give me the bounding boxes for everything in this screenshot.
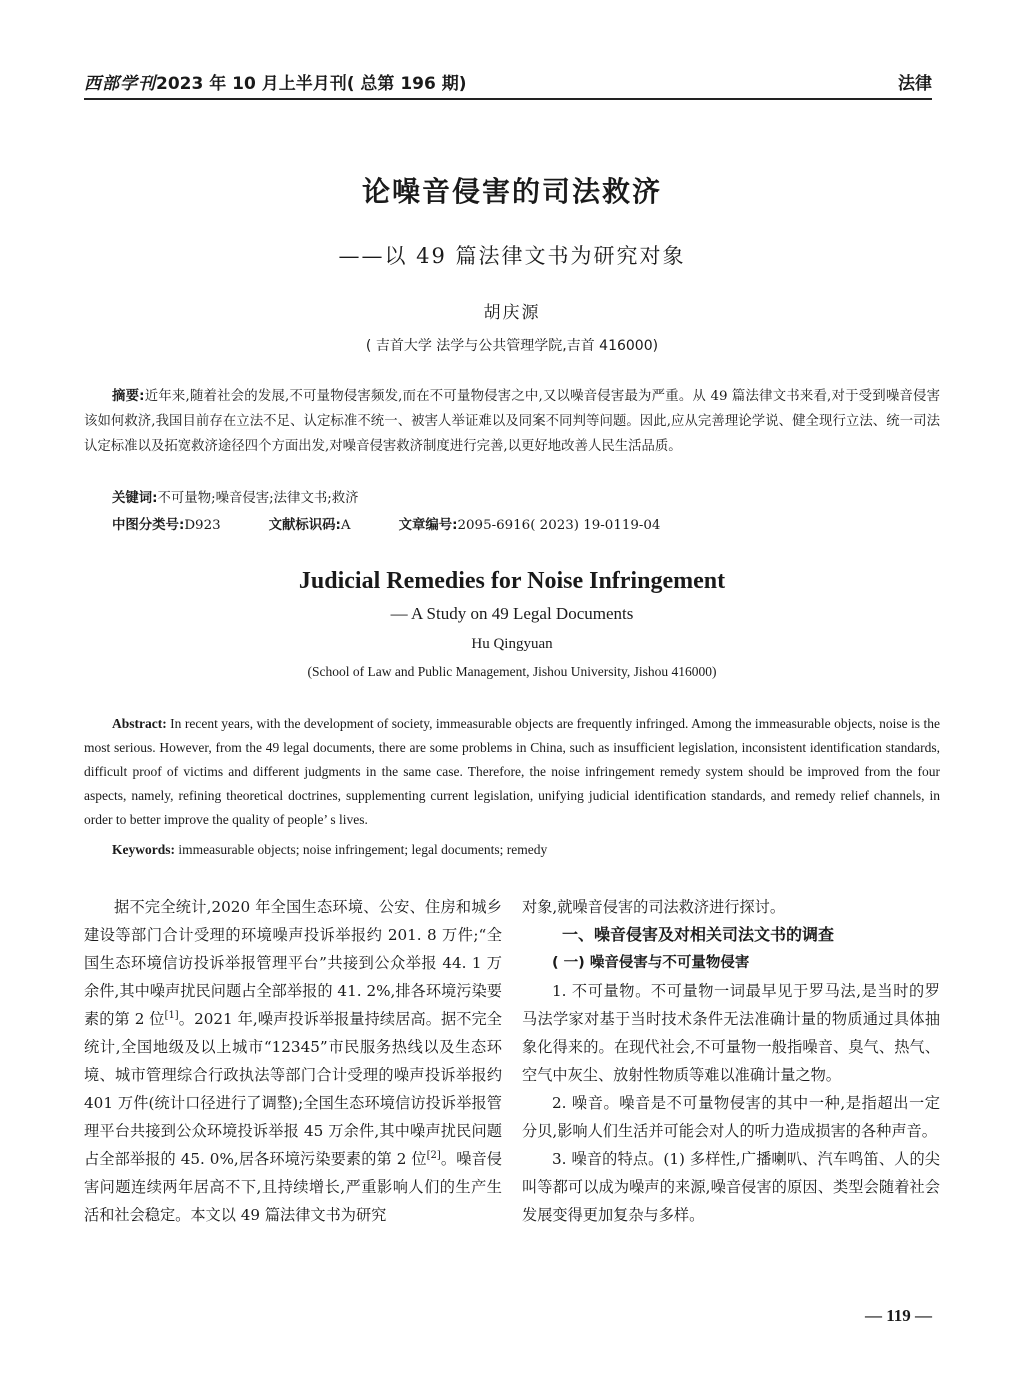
- body-column-left: [84, 893, 502, 1229]
- intro-paragraph: 据不完全统计,2020 年全国生态环境、公安、住房和城乡建设等部门合计受理的环境噪声投诉举报约 201. 8 万件;“全国生态环境信访投诉举报管理平台”共接到公众举报 44. 1 万余件,其中噪声扰民问题占全部举报的 41. 2%,排各环境污染要素的第 2 位[1]。2021 年,噪声投诉举报量持续居高。据不完全统计,全国地级及以上城市“12345”市民服务热线以及生态环境、城市管理综合行政执法等部门合计受理的噪声投诉举报约 401 万件(统计口径进行了调整);全国生态环境信访投诉举报管理平台共接到公众环境投诉举报 45 万余件,其中噪声扰民问题占全部举报的 45. 0%,居各环境污染要素的第 2 位[2]。噪音侵害问题连续两年居高不下,且持续增长,严重影响人们的生产生活和社会稳定。本文以 49 篇法律文书为研究: [84, 898, 502, 1224]
- abstract-cn-text: 近年来,随着社会的发展,不可量物侵害频发,而在不可量物侵害之中,又以噪音侵害最为严重。从 49 篇法律文书来看,对于受到噪音侵害该如何救济,我国目前存在立法不足、认定标准不统一、被害人举证难以及同案不同判等问题。因此,应从完善理论学说、健全现行立法、统一司法认定标准以及拓宽救济途径四个方面出发,对噪音侵害救济制度进行完善,以更好地改善人民生活品质。: [84, 389, 940, 454]
- keywords-cn-text: 不可量物;噪音侵害;法律文书;救济: [157, 491, 359, 506]
- article-subtitle-cn: ——以 49 篇法律文书为研究对象: [338, 244, 686, 268]
- abstract-cn-label: 摘要:: [112, 389, 145, 404]
- abstract-en: [84, 712, 940, 832]
- keywords-cn-label: 关键词:: [112, 491, 158, 506]
- classification-row: [112, 514, 932, 533]
- page-number: — 119 —: [864, 1306, 932, 1325]
- intro-continuation: 对象,就噪音侵害的司法救济进行探讨。: [522, 898, 786, 916]
- abstract-en-text: In recent years, with the development of society, immeasurable objects are frequently infringed. Among the immeasurable objects, noise is the most serious. However, from the 49 legal documents, there are some problems in China, such as insufficient legislation, inconsistent identification standards, difficult proof of victims and different judgments in the same case. Therefore, the noise infringement remedy system should be improved from the four aspects, namely, refining theoretical doctrines, supplementing current legislation, unifying judicial identification standards, and remedy relief channels, in order to better improve the quality of people’ s lives.: [84, 716, 940, 827]
- paragraph-noise: 2. 噪音。噪音是不可量物侵害的其中一种,是指超出一定分贝,影响人们生活并可能会对人的听力造成损害的各种声音。: [522, 1094, 940, 1140]
- author-en: Hu Qingyuan: [471, 636, 553, 652]
- journal-logo: 西部学刊: [84, 74, 156, 94]
- keywords-cn: [112, 487, 359, 506]
- abstract-cn: [84, 384, 940, 459]
- author-cn: 胡庆源: [483, 303, 541, 323]
- section-heading-1: 一、噪音侵害及对相关司法文书的调查: [562, 925, 835, 944]
- article-title-cn: 论噪音侵害的司法救济: [361, 175, 662, 208]
- article-title-en: Judicial Remedies for Noise Infringement: [298, 568, 726, 594]
- running-header: [84, 70, 932, 100]
- body-column-right: [522, 893, 940, 1229]
- article-number: 文章编号:2095-6916( 2023) 19-0119-04: [398, 518, 661, 533]
- keywords-en: [112, 842, 547, 858]
- keywords-en-label: Keywords:: [112, 842, 175, 857]
- citation-1: [1]: [164, 1009, 179, 1021]
- article-subtitle-en: — A Study on 49 Legal Documents: [390, 604, 634, 623]
- keywords-en-text: immeasurable objects; noise infringement; legal documents; remedy: [175, 842, 548, 857]
- paragraph-noise-features: 3. 噪音的特点。(1) 多样性,广播喇叭、汽车鸣笛、人的尖叫等都可以成为噪声的来源,噪音侵害的原因、类型会随着社会发展变得更加复杂与多样。: [522, 1150, 940, 1224]
- citation-2: [2]: [426, 1149, 441, 1161]
- abstract-en-label: Abstract:: [112, 716, 167, 731]
- journal-issue: [84, 69, 467, 98]
- section-label: 法律: [898, 74, 932, 94]
- paragraph-immeasurable: 1. 不可量物。不可量物一词最早见于罗马法,是当时的罗马法学家对基于当时技术条件无法准确计量的物质通过具体抽象化得来的。在现代社会,不可量物一般指噪音、臭气、热气、空气中灰尘、放射性物质等难以准确计量之物。: [522, 982, 940, 1084]
- affiliation-cn: ( 吉首大学 法学与公共管理学院,吉首 416000): [365, 338, 659, 354]
- subsection-heading-1: ( 一) 噪音侵害与不可量物侵害: [552, 955, 750, 971]
- document-code: 文献标识码:A: [268, 518, 351, 533]
- affiliation-en: (School of Law and Public Management, Jishou University, Jishou 416000): [307, 664, 717, 679]
- issue-info: 2023 年 10 月上半月刊( 总第 196 期): [156, 74, 467, 94]
- clc-number: 中图分类号:D923: [112, 518, 221, 533]
